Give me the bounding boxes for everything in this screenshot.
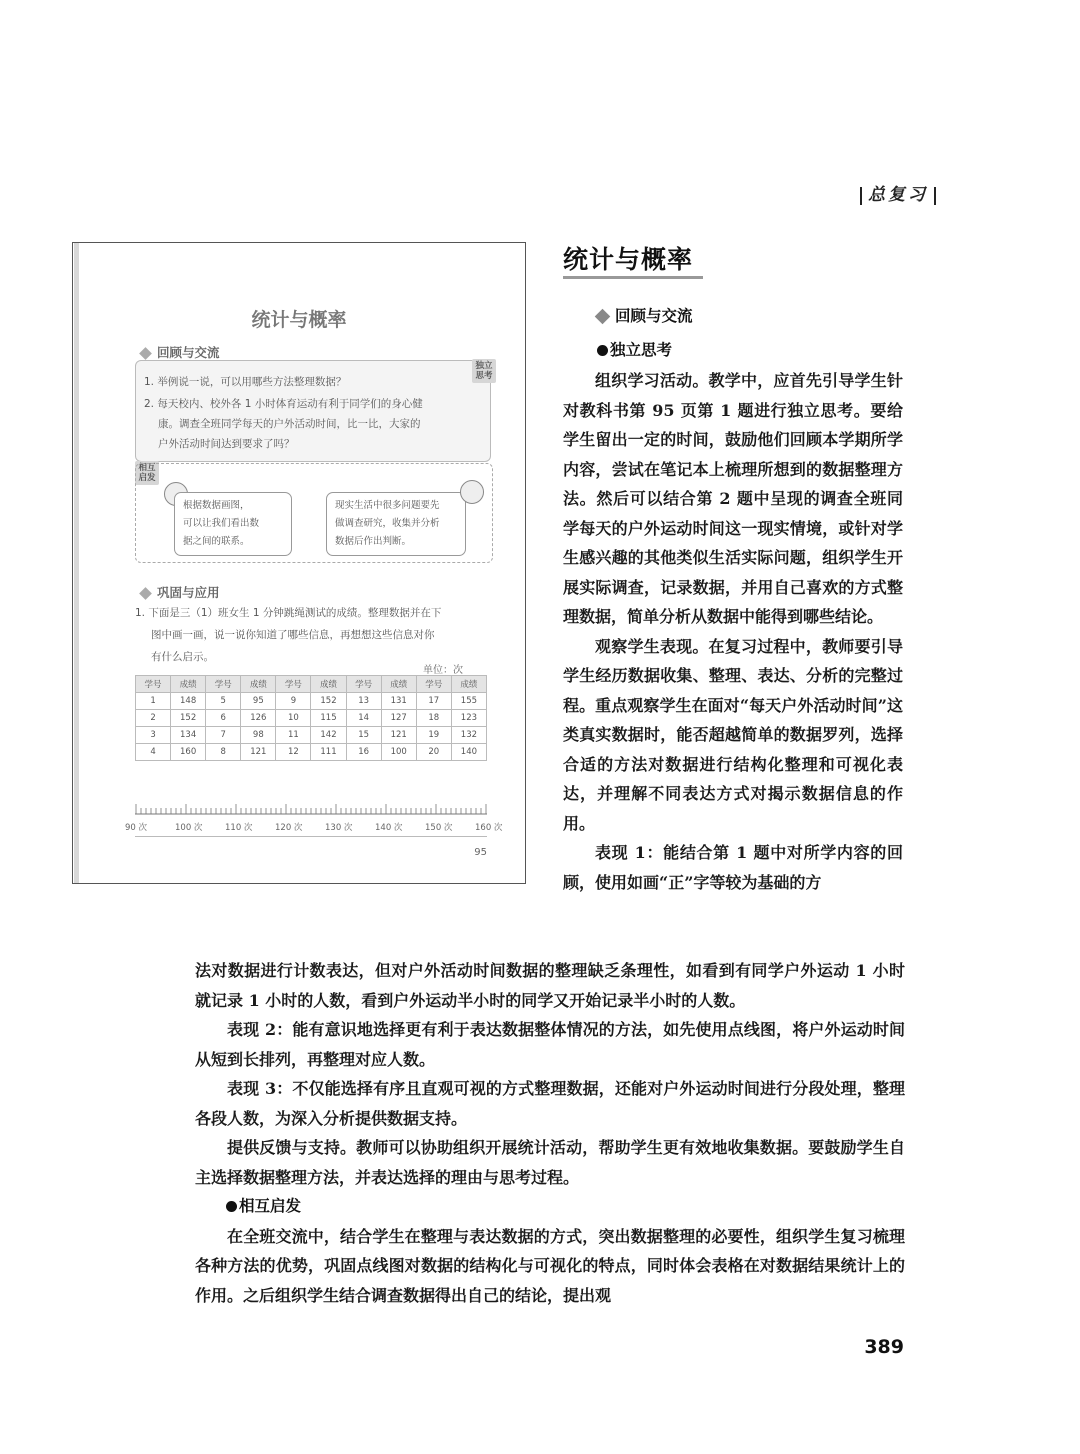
ruler-tick-label: 120 次 bbox=[275, 823, 303, 833]
table-cell: 132 bbox=[451, 727, 486, 744]
table-cell: 123 bbox=[451, 710, 486, 727]
table-cell: 142 bbox=[311, 727, 346, 744]
table-cell: 95 bbox=[241, 693, 276, 710]
paragraph bbox=[563, 632, 903, 839]
table-header: 学号 bbox=[346, 676, 381, 693]
bubble-line: 可以让我们看出数 bbox=[183, 518, 260, 529]
table-cell: 1 bbox=[136, 693, 171, 710]
table-row bbox=[136, 710, 487, 727]
right-column-text bbox=[563, 366, 903, 897]
divider bbox=[934, 187, 936, 205]
independent-thinking-tag: 独立思考 bbox=[472, 359, 496, 383]
table-cell: 98 bbox=[241, 727, 276, 744]
paragraph-body: 教师可以协助组织开展统计活动，帮助学生更有效地收集数据。要鼓励学生自主选择数据整理方法，并表达选择的理由与思考过程。 bbox=[195, 1138, 905, 1187]
table-cell: 160 bbox=[171, 744, 206, 761]
table-cell: 6 bbox=[206, 710, 241, 727]
paragraph-body: 教学中，应首先引导学生针对教科书第 95 页第 1 题进行独立思考。要给学生留出一定的时间，鼓励他们回顾本学期所学内容，尝试在笔记本上梳理所想到的数据整理方法。然后可以结合第 2 题中呈现的调查全班同学每天的户外运动时间这一现实情境，或针对学生感兴趣的其他类似生活实际问题，组织学生开展实际调查，记录数据，并用自己喜欢的方式整理数据，简单分析从数据中能得到哪些结论。 bbox=[563, 371, 903, 626]
paragraph-body: 表现 1：能结合第 1 题中对所学内容的回顾，使用如画“正”字等较为基础的方 bbox=[563, 843, 903, 892]
bubble-line: 做调查研究，收集并分析 bbox=[335, 518, 440, 529]
textbook-section-apply bbox=[141, 583, 220, 601]
table-cell: 16 bbox=[346, 744, 381, 761]
question-line: 2. 每天校内、校外各 1 小时体育运动有利于同学们的身心健 bbox=[144, 398, 423, 410]
table-cell: 8 bbox=[206, 744, 241, 761]
speech-bubble-right bbox=[326, 492, 466, 556]
divider bbox=[860, 187, 862, 205]
bubble-line: 数据后作出判断。 bbox=[335, 536, 412, 547]
scores-table bbox=[135, 675, 487, 761]
bubble-line: 根据数据画图， bbox=[183, 500, 250, 511]
table-cell: 12 bbox=[276, 744, 311, 761]
table-cell: 14 bbox=[346, 710, 381, 727]
section-label: 回顾与交流 bbox=[615, 307, 693, 325]
table-cell: 2 bbox=[136, 710, 171, 727]
table-cell: 11 bbox=[276, 727, 311, 744]
table-cell: 7 bbox=[206, 727, 241, 744]
table-cell: 4 bbox=[136, 744, 171, 761]
title-underline bbox=[563, 276, 703, 279]
paragraph-body: 在复习过程中，教师要引导学生经历数据收集、整理、表达、分析的完整过程。重点观察学生在面对“每天户外活动时间”这类真实数据时，能否超越简单的数据罗列，选择合适的方法对数据进行结构化整理和可视化表达，并理解不同表达方式对揭示数据信息的作用。 bbox=[563, 636, 903, 833]
page-title: 统计与概率 bbox=[563, 245, 694, 274]
mutual-inspiration-tag: 相互启发 bbox=[135, 461, 159, 485]
table-header: 成绩 bbox=[451, 676, 486, 693]
subheading-mutual bbox=[195, 1192, 905, 1222]
table-cell: 121 bbox=[381, 727, 416, 744]
table-header: 成绩 bbox=[241, 676, 276, 693]
bubble-line: 据之间的联系。 bbox=[183, 536, 250, 547]
table-cell: 152 bbox=[171, 710, 206, 727]
table-cell: 3 bbox=[136, 727, 171, 744]
ruler-tick-label: 110 次 bbox=[225, 823, 253, 833]
subheading-label: 相互启发 bbox=[239, 1197, 302, 1215]
table-row bbox=[136, 744, 487, 761]
table-cell: 10 bbox=[276, 710, 311, 727]
section-header-tag bbox=[854, 180, 942, 205]
table-cell: 19 bbox=[416, 727, 451, 744]
paragraph-lead: 组织学习活动。 bbox=[595, 371, 709, 390]
table-cell: 17 bbox=[416, 693, 451, 710]
exercise-line: 图中画一画，说一说你知道了哪些信息，再想想这些信息对你 bbox=[151, 629, 435, 641]
ruler-ticks bbox=[136, 804, 486, 814]
exercise-line: 有什么启示。 bbox=[151, 651, 214, 663]
unit-label: 单位：次 bbox=[423, 665, 463, 676]
paragraph-body: 表现 2：能有意识地选择更有利于表达数据整体情况的方法，如先使用点线图，将户外运动时间从短到长排列，再整理对应人数。 bbox=[195, 1020, 905, 1069]
diamond-icon bbox=[139, 587, 152, 600]
table-cell: 148 bbox=[171, 693, 206, 710]
table-cell: 140 bbox=[451, 744, 486, 761]
table-header-row bbox=[136, 676, 487, 693]
ruler-tick-label: 140 次 bbox=[375, 823, 403, 833]
exercise-line: 1. 下面是三（1）班女生 1 分钟跳绳测试的成绩。整理数据并在下 bbox=[135, 607, 442, 619]
paragraph-body: 法对数据进行计数表达，但对户外活动时间数据的整理缺乏条理性，如看到有同学户外运动 1 小时就记录 1 小时的人数，看到户外运动半小时的同学又开始记录半小时的人数。 bbox=[195, 961, 905, 1010]
question-line: 康。调查全班同学每天的户外活动时间，比一比，大家的 bbox=[158, 418, 421, 430]
table-cell: 134 bbox=[171, 727, 206, 744]
page-spine bbox=[74, 243, 79, 883]
table-cell: 126 bbox=[241, 710, 276, 727]
table-row bbox=[136, 727, 487, 744]
paragraph-body: 表现 3：不仅能选择有序且直观可视的方式整理数据，还能对户外运动时间进行分段处理，整理各段人数，为深入分析提供数据支持。 bbox=[195, 1079, 905, 1128]
bullet-dot-icon bbox=[226, 1201, 237, 1212]
subheading-label: 独立思考 bbox=[610, 341, 673, 359]
table-row bbox=[136, 693, 487, 710]
hint-area bbox=[135, 463, 493, 563]
table-header: 成绩 bbox=[171, 676, 206, 693]
section-tag-label: 总复习 bbox=[868, 185, 928, 205]
ruler-tick-label: 160 次 bbox=[475, 823, 503, 833]
question-line: 1. 举例说一说，可以用哪些方法整理数据？ bbox=[144, 376, 347, 388]
paragraph bbox=[195, 1133, 905, 1192]
bubble-line: 现实生活中很多问题要先 bbox=[335, 500, 440, 511]
table-cell: 152 bbox=[311, 693, 346, 710]
textbook-page-number: 95 bbox=[474, 847, 487, 858]
table-header: 成绩 bbox=[381, 676, 416, 693]
textbook-section-review bbox=[141, 343, 220, 361]
section-review-heading bbox=[597, 304, 693, 326]
paragraph-body: 在全班交流中，结合学生在整理与表达数据的方式，突出数据整理的必要性，组织学生复习梳理各种方法的优势，巩固点线图对数据的结构化与可视化的特点，同时体会表格在对数据结果统计上的作用。之后组织学生结合调查数据得出自己的结论，提出观 bbox=[195, 1226, 905, 1305]
page-number: 389 bbox=[864, 1336, 904, 1358]
paragraph bbox=[195, 1074, 905, 1133]
bullet-dot-icon bbox=[597, 345, 608, 356]
table-header: 学号 bbox=[206, 676, 241, 693]
table-header: 学号 bbox=[136, 676, 171, 693]
footer-divider bbox=[135, 836, 487, 837]
ruler-tick-label: 150 次 bbox=[425, 823, 453, 833]
diamond-icon bbox=[139, 347, 152, 360]
paragraph bbox=[563, 366, 903, 632]
number-line-ruler bbox=[135, 803, 487, 815]
table-cell: 13 bbox=[346, 693, 381, 710]
question-box bbox=[135, 360, 491, 462]
table-cell: 115 bbox=[311, 710, 346, 727]
ruler-tick-label: 90 次 bbox=[125, 823, 148, 833]
full-width-text bbox=[195, 956, 905, 1310]
table-header: 学号 bbox=[416, 676, 451, 693]
table-cell: 131 bbox=[381, 693, 416, 710]
table-cell: 127 bbox=[381, 710, 416, 727]
table-cell: 100 bbox=[381, 744, 416, 761]
table-cell: 15 bbox=[346, 727, 381, 744]
subheading-independent bbox=[597, 338, 672, 360]
table-cell: 155 bbox=[451, 693, 486, 710]
section-label: 回顾与交流 bbox=[157, 345, 220, 360]
boy-avatar bbox=[460, 480, 484, 504]
textbook-title: 统计与概率 bbox=[251, 309, 347, 331]
question-line: 户外活动时间达到要求了吗？ bbox=[158, 438, 295, 450]
diamond-icon bbox=[595, 309, 611, 325]
paragraph-continuation bbox=[195, 956, 905, 1015]
ruler-tick-label: 130 次 bbox=[325, 823, 353, 833]
table-cell: 18 bbox=[416, 710, 451, 727]
table-cell: 9 bbox=[276, 693, 311, 710]
textbook-page-figure bbox=[72, 242, 526, 884]
table-cell: 111 bbox=[311, 744, 346, 761]
paragraph bbox=[563, 838, 903, 897]
paragraph-lead: 观察学生表现。 bbox=[595, 636, 709, 656]
paragraph-lead: 提供反馈与支持。 bbox=[227, 1138, 357, 1157]
paragraph bbox=[195, 1222, 905, 1311]
section-label: 巩固与应用 bbox=[157, 585, 220, 600]
speech-bubble-left bbox=[174, 492, 292, 556]
table-cell: 20 bbox=[416, 744, 451, 761]
table-header: 成绩 bbox=[311, 676, 346, 693]
paragraph bbox=[195, 1015, 905, 1074]
table-cell: 121 bbox=[241, 744, 276, 761]
table-cell: 5 bbox=[206, 693, 241, 710]
ruler-tick-label: 100 次 bbox=[175, 823, 203, 833]
table-header: 学号 bbox=[276, 676, 311, 693]
